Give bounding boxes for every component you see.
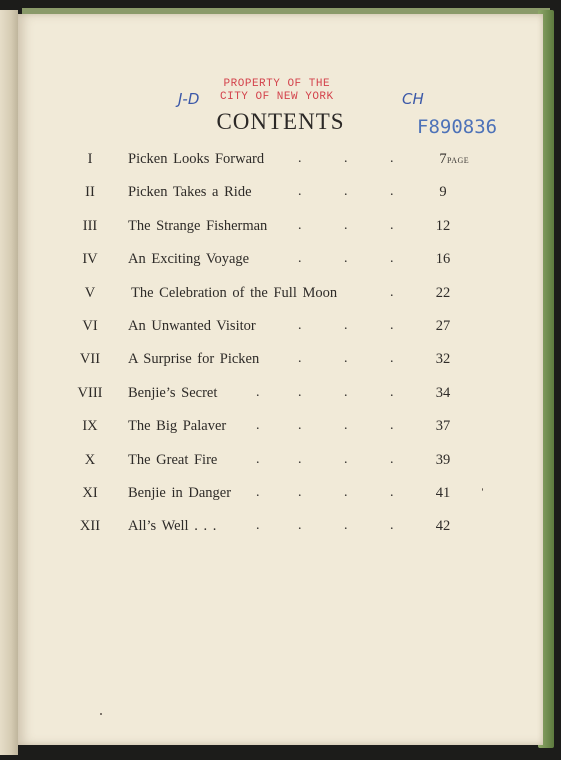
leader-dot: .: [390, 518, 394, 534]
leader-dot: .: [390, 284, 394, 300]
leader-dot: .: [344, 351, 348, 367]
page-number: 32: [435, 351, 451, 368]
chapter-title: The Strange Fisherman: [128, 217, 268, 234]
paper-speck: [482, 488, 483, 491]
leader-dot: .: [298, 151, 302, 166]
leader-dot: .: [298, 251, 302, 267]
toc-row: [18, 218, 543, 240]
leader-dot: .: [256, 384, 260, 400]
handwritten-note-left: J-D: [178, 90, 200, 108]
chapter-number: X: [84, 451, 96, 468]
chapter-number: V: [84, 284, 96, 301]
leader-dot: .: [344, 184, 348, 200]
leader-dot: .: [298, 485, 302, 500]
toc-row: [18, 418, 543, 440]
chapter-number: XII: [79, 518, 101, 535]
chapter-title: The Big Palaver: [128, 418, 227, 435]
chapter-number: II: [85, 184, 95, 201]
leader-dot: .: [256, 418, 260, 434]
stamp-line-2: CITY OF NEW YORK: [220, 91, 334, 103]
page-number: 9: [439, 184, 447, 201]
page-column-label: PAGE: [447, 156, 470, 165]
chapter-title: The Great Fire: [128, 451, 218, 468]
page-number: 39: [435, 451, 451, 468]
leader-dot: .: [390, 418, 394, 434]
chapter-title: Picken Takes a Ride: [128, 184, 252, 201]
leader-dot: .: [390, 318, 394, 333]
leader-dot: .: [298, 217, 302, 233]
chapter-number: VII: [79, 351, 101, 368]
toc-row: [18, 318, 543, 340]
chapter-number: VI: [82, 318, 98, 334]
toc-row: [18, 385, 543, 407]
chapter-title: Picken Looks Forward: [128, 151, 265, 167]
leader-dot: .: [390, 217, 394, 233]
page-number: 22: [435, 284, 451, 301]
leader-dot: .: [298, 351, 302, 367]
chapter-number: VIII: [77, 384, 103, 401]
accession-number: F890836: [417, 116, 498, 138]
leader-dot: .: [344, 217, 348, 233]
page-number: 37: [435, 418, 451, 435]
leader-dot: .: [298, 384, 302, 400]
chapter-title: Benjie’s Secret: [128, 384, 218, 401]
page-number: 41: [435, 485, 451, 501]
leader-dot: .: [344, 418, 348, 434]
chapter-title: Benjie in Danger: [128, 485, 232, 501]
leader-dot: .: [390, 451, 394, 467]
leader-dot: .: [256, 451, 260, 467]
leader-dot: .: [344, 251, 348, 267]
leader-dot: .: [390, 485, 394, 500]
page-number: 16: [435, 251, 451, 268]
leader-dot: .: [256, 485, 260, 500]
leader-dot: .: [390, 184, 394, 200]
chapter-number: III: [82, 217, 98, 234]
leader-dot: .: [344, 451, 348, 467]
leader-dot: .: [298, 518, 302, 534]
toc-row: [18, 351, 543, 373]
page-number: 12: [435, 217, 451, 234]
leader-dot: .: [298, 318, 302, 333]
library-stamp: [220, 78, 334, 104]
chapter-title: An Unwanted Visitor: [128, 318, 256, 334]
leader-dot: .: [344, 151, 348, 166]
toc-row: [18, 485, 543, 507]
paper-speck: [100, 713, 102, 715]
chapter-number: IX: [82, 418, 98, 435]
page-number: 27: [435, 318, 451, 334]
toc-row: [18, 151, 543, 173]
toc-row: [18, 184, 543, 206]
leader-dot: .: [298, 451, 302, 467]
leader-dot: .: [344, 384, 348, 400]
leader-dot: .: [344, 485, 348, 500]
chapter-number: IV: [82, 251, 98, 268]
chapter-title: The Celebration of the Full Moon: [131, 284, 338, 301]
toc-row: [18, 285, 543, 307]
chapter-title: All’s Well . . .: [128, 518, 217, 535]
page-number: 7: [439, 151, 447, 167]
toc-row: [18, 518, 543, 540]
leader-dot: .: [344, 518, 348, 534]
chapter-number: I: [87, 151, 93, 167]
leader-dot: .: [390, 251, 394, 267]
facing-page-edge: [0, 10, 18, 755]
leader-dot: .: [390, 151, 394, 166]
handwritten-note-right: CH: [402, 90, 424, 108]
contents-page: [18, 14, 543, 745]
page-number: 34: [435, 384, 451, 401]
page-title: CONTENTS: [216, 109, 345, 134]
leader-dot: .: [390, 351, 394, 367]
page-number: 42: [435, 518, 451, 535]
leader-dot: .: [390, 384, 394, 400]
stamp-line-1: PROPERTY OF THE: [223, 78, 331, 90]
leader-dot: .: [298, 184, 302, 200]
chapter-title: A Surprise for Picken: [128, 351, 260, 368]
leader-dot: .: [298, 418, 302, 434]
leader-dot: .: [256, 518, 260, 534]
chapter-number: XI: [82, 485, 98, 501]
toc-row: [18, 452, 543, 474]
toc-row: [18, 251, 543, 273]
chapter-title: An Exciting Voyage: [128, 251, 250, 268]
leader-dot: .: [344, 318, 348, 333]
